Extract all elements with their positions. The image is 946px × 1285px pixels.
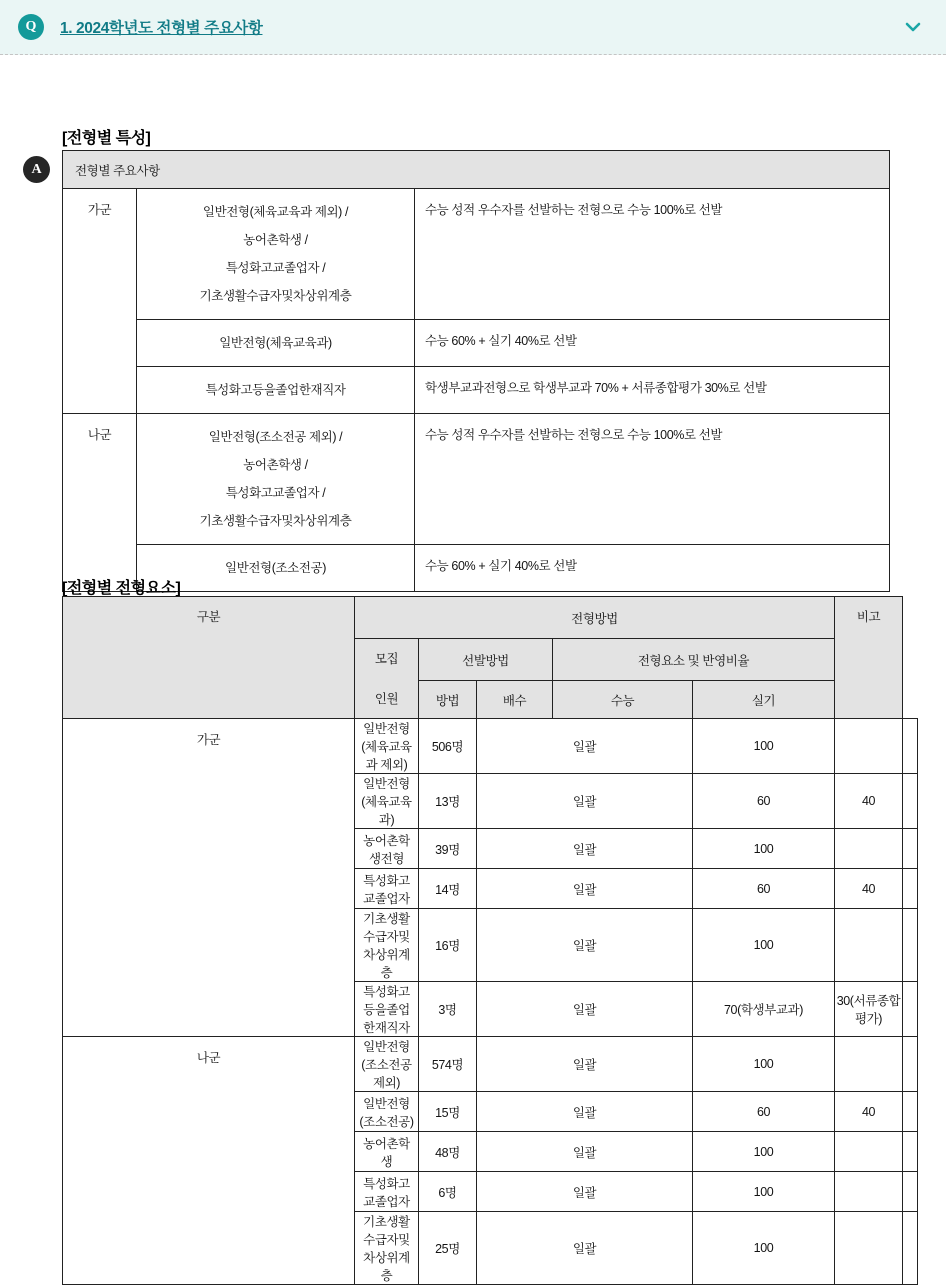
silgi-ratio-cell: 40: [835, 869, 903, 909]
admission-type-cell: 일반전형(체육교육과): [355, 774, 419, 829]
bigo-cell: [903, 1092, 918, 1132]
selection-method-cell: 일괄: [477, 1037, 693, 1092]
silgi-ratio-cell: [835, 719, 903, 774]
admission-type-cell: 기초생활수급자및차상위계층: [355, 1212, 419, 1285]
group-cell: 가군: [63, 719, 355, 1037]
table-row: [63, 414, 890, 545]
header-silgi: 실기: [693, 681, 835, 719]
bigo-cell: [903, 1172, 918, 1212]
section-title-elements: [전형별 전형요소]: [62, 580, 181, 597]
quota-cell: 16명: [419, 909, 477, 982]
selection-method-cell: 일괄: [477, 869, 693, 909]
quota-cell: 6명: [419, 1172, 477, 1212]
selection-method-cell: 일괄: [477, 774, 693, 829]
admission-type-cell: 특성화고교졸업자: [355, 869, 419, 909]
suneung-ratio-cell: 100: [693, 1212, 835, 1285]
admission-type-cell: 일반전형(체육교육과): [137, 320, 415, 367]
suneung-ratio-cell: 100: [693, 1037, 835, 1092]
silgi-ratio-cell: 30(서류종합평가): [835, 982, 903, 1037]
silgi-ratio-cell: [835, 1037, 903, 1092]
chevron-down-icon[interactable]: [902, 16, 924, 38]
quota-cell: 574명: [419, 1037, 477, 1092]
header-selection-method: 선발방법: [419, 639, 553, 681]
accordion-header[interactable]: [0, 0, 946, 55]
header-suneung: 수능: [553, 681, 693, 719]
bigo-cell: [903, 1212, 918, 1285]
group-cell: 나군: [63, 1037, 355, 1285]
suneung-ratio-cell: 70(학생부교과): [693, 982, 835, 1037]
bigo-cell: [903, 909, 918, 982]
admission-type-cell: 농어촌학생전형: [355, 829, 419, 869]
header-quota: 모집 인원: [355, 639, 419, 719]
header-baesu: 배수: [477, 681, 553, 719]
bigo-cell: [903, 1132, 918, 1172]
selection-method-cell: 일괄: [477, 909, 693, 982]
bigo-cell: [903, 1037, 918, 1092]
silgi-ratio-cell: [835, 1172, 903, 1212]
admission-type-cell: 기초생활수급자및차상위계층: [355, 909, 419, 982]
suneung-ratio-cell: 60: [693, 774, 835, 829]
header-factors-ratio: 전형요소 및 반영비율: [553, 639, 835, 681]
group-cell: 가군: [63, 189, 137, 414]
accordion-body: [0, 55, 946, 1283]
silgi-ratio-cell: [835, 909, 903, 982]
quota-cell: 48명: [419, 1132, 477, 1172]
admission-detail-cell: 수능 성적 우수자를 선발하는 전형으로 수능 100%로 선발: [415, 414, 890, 545]
section-title-characteristics: [전형별 특성]: [62, 130, 151, 147]
admission-type-cell: 일반전형(체육교육과 제외): [355, 719, 419, 774]
admission-type-cell: 일반전형(체육교육과 제외) / 농어촌학생 / 특성화고교졸업자 / 기초생활수급자및차상위계층: [137, 189, 415, 320]
suneung-ratio-cell: 60: [693, 1092, 835, 1132]
admission-type-cell: 일반전형(조소전공): [137, 545, 415, 592]
admission-type-cell: 일반전형(조소전공): [355, 1092, 419, 1132]
admission-type-cell: 일반전형(조소전공 제외) / 농어촌학생 / 특성화고교졸업자 / 기초생활수급자및차상위계층: [137, 414, 415, 545]
admission-type-cell: 농어촌학생: [355, 1132, 419, 1172]
admission-type-cell: 특성화고등을졸업한재직자: [355, 982, 419, 1037]
header-method-group: 전형방법: [355, 597, 835, 639]
admission-detail-cell: 수능 60% + 실기 40%로 선발: [415, 320, 890, 367]
silgi-ratio-cell: 40: [835, 774, 903, 829]
quota-cell: 3명: [419, 982, 477, 1037]
suneung-ratio-cell: 100: [693, 1172, 835, 1212]
admission-characteristics-table: [62, 150, 890, 592]
admission-type-cell: 특성화고교졸업자: [355, 1172, 419, 1212]
admission-type-cell: 일반전형(조소전공 제외): [355, 1037, 419, 1092]
table-row: [63, 719, 918, 774]
table-row: [63, 367, 890, 414]
suneung-ratio-cell: 100: [693, 829, 835, 869]
bigo-cell: [903, 982, 918, 1037]
table-row: [63, 320, 890, 367]
bigo-cell: [903, 829, 918, 869]
selection-method-cell: 일괄: [477, 982, 693, 1037]
selection-method-cell: 일괄: [477, 829, 693, 869]
bigo-cell: [903, 774, 918, 829]
table-row: [63, 545, 890, 592]
answer-badge: A: [23, 156, 50, 183]
admission-elements-table: [62, 596, 918, 1285]
suneung-ratio-cell: 100: [693, 719, 835, 774]
table-row: [63, 189, 890, 320]
bigo-cell: [903, 719, 918, 774]
quota-cell: 15명: [419, 1092, 477, 1132]
quota-cell: 14명: [419, 869, 477, 909]
suneung-ratio-cell: 100: [693, 1132, 835, 1172]
selection-method-cell: 일괄: [477, 719, 693, 774]
suneung-ratio-cell: 100: [693, 909, 835, 982]
silgi-ratio-cell: [835, 1132, 903, 1172]
selection-method-cell: 일괄: [477, 1132, 693, 1172]
quota-cell: 506명: [419, 719, 477, 774]
admission-detail-cell: 학생부교과전형으로 학생부교과 70% + 서류종합평가 30%로 선발: [415, 367, 890, 414]
silgi-ratio-cell: [835, 1212, 903, 1285]
admission-detail-cell: 수능 60% + 실기 40%로 선발: [415, 545, 890, 592]
table-header-row: [63, 151, 890, 189]
header-bangbeop: 방법: [419, 681, 477, 719]
quota-cell: 13명: [419, 774, 477, 829]
selection-method-cell: 일괄: [477, 1212, 693, 1285]
admission-detail-cell: 수능 성적 우수자를 선발하는 전형으로 수능 100%로 선발: [415, 189, 890, 320]
suneung-ratio-cell: 60: [693, 869, 835, 909]
header-gubun: 구분: [63, 597, 355, 719]
bigo-cell: [903, 869, 918, 909]
admission-type-cell: 특성화고등을졸업한재직자: [137, 367, 415, 414]
question-badge: Q: [18, 14, 44, 40]
accordion-title[interactable]: 1. 2024학년도 전형별 주요사항: [60, 20, 263, 37]
header-bigo: 비고: [835, 597, 903, 719]
group-cell: 나군: [63, 414, 137, 592]
silgi-ratio-cell: 40: [835, 1092, 903, 1132]
table1-header-cell: 전형별 주요사항: [63, 151, 890, 189]
selection-method-cell: 일괄: [477, 1172, 693, 1212]
table-row: [63, 1037, 918, 1092]
quota-cell: 25명: [419, 1212, 477, 1285]
quota-cell: 39명: [419, 829, 477, 869]
header-row-1: [63, 597, 918, 639]
silgi-ratio-cell: [835, 829, 903, 869]
selection-method-cell: 일괄: [477, 1092, 693, 1132]
